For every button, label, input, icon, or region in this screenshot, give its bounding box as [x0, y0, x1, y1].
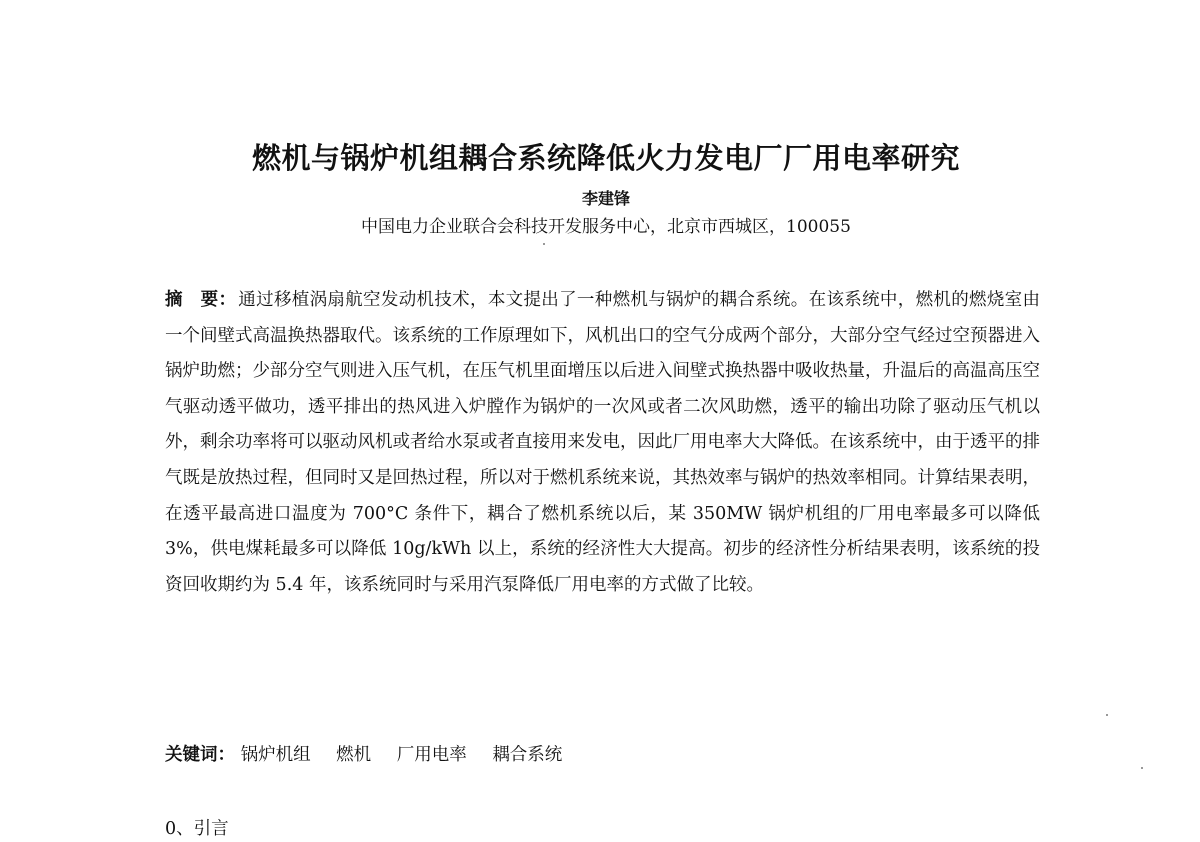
keyword-item: 燃机 — [336, 745, 372, 765]
paper-title: 燃机与锅炉机组耦合系统降低火力发电厂厂用电率研究 — [251, 141, 960, 175]
scan-speck — [1141, 767, 1143, 769]
keyword-item: 锅炉机组 — [240, 745, 311, 765]
keywords-label: 关键词： — [165, 745, 235, 765]
keyword-item: 厂用电率 — [396, 745, 467, 765]
keyword-item: 耦合系统 — [492, 745, 563, 765]
keywords-line — [165, 737, 582, 773]
section-heading: 0、引言 — [165, 819, 229, 839]
abstract-paragraph — [165, 283, 1040, 603]
author-name: 李建锋 — [581, 189, 630, 208]
abstract-label: 摘 要： — [165, 290, 237, 310]
abstract-block — [165, 283, 1040, 603]
scan-speck — [543, 243, 545, 245]
author-affiliation: 中国电力企业联合会科技开发服务中心，北京市西城区，100055 — [361, 217, 851, 237]
scan-speck — [1106, 714, 1108, 716]
abstract-text: 通过移植涡扇航空发动机技术，本文提出了一种燃机与锅炉的耦合系统。在该系统中，燃机的燃烧室由一个间壁式高温换热器取代。该系统的工作原理如下，风机出口的空气分成两个部分，大部分空气经过空预器进入锅炉助燃；少部分空气则进入压气机，在压气机里面增压以后进入间壁式换热器中吸收热量，升温后的高温高压空气驱动透平做功，透平排出的热风进入炉膛作为锅炉的一次风或者二次风助燃，透平的输出功除了驱动压气机以外，剩余功率将可以驱动风机或者给水泵或者直接用来发电，因此厂用电率大大降低。在该系统中，由于透平的排气既是放热过程，但同时又是回热过程，所以对于燃机系统来说，其热效率与锅炉的热效率相同。计算结果表明，在透平最高进口温度为 700°C 条件下，耦合了燃机系统以后，某 350MW 锅炉机组的厂用电率最多可以降低 3%，供电煤耗最多可以降低 10g/kWh 以上，系统的经济性大大提高。初步的经济性分析结果表明，该系统的投资回收期约为 5.4 年，该系统同时与采用汽泵降低厂用电率的方式做了比较。 — [165, 290, 1041, 595]
